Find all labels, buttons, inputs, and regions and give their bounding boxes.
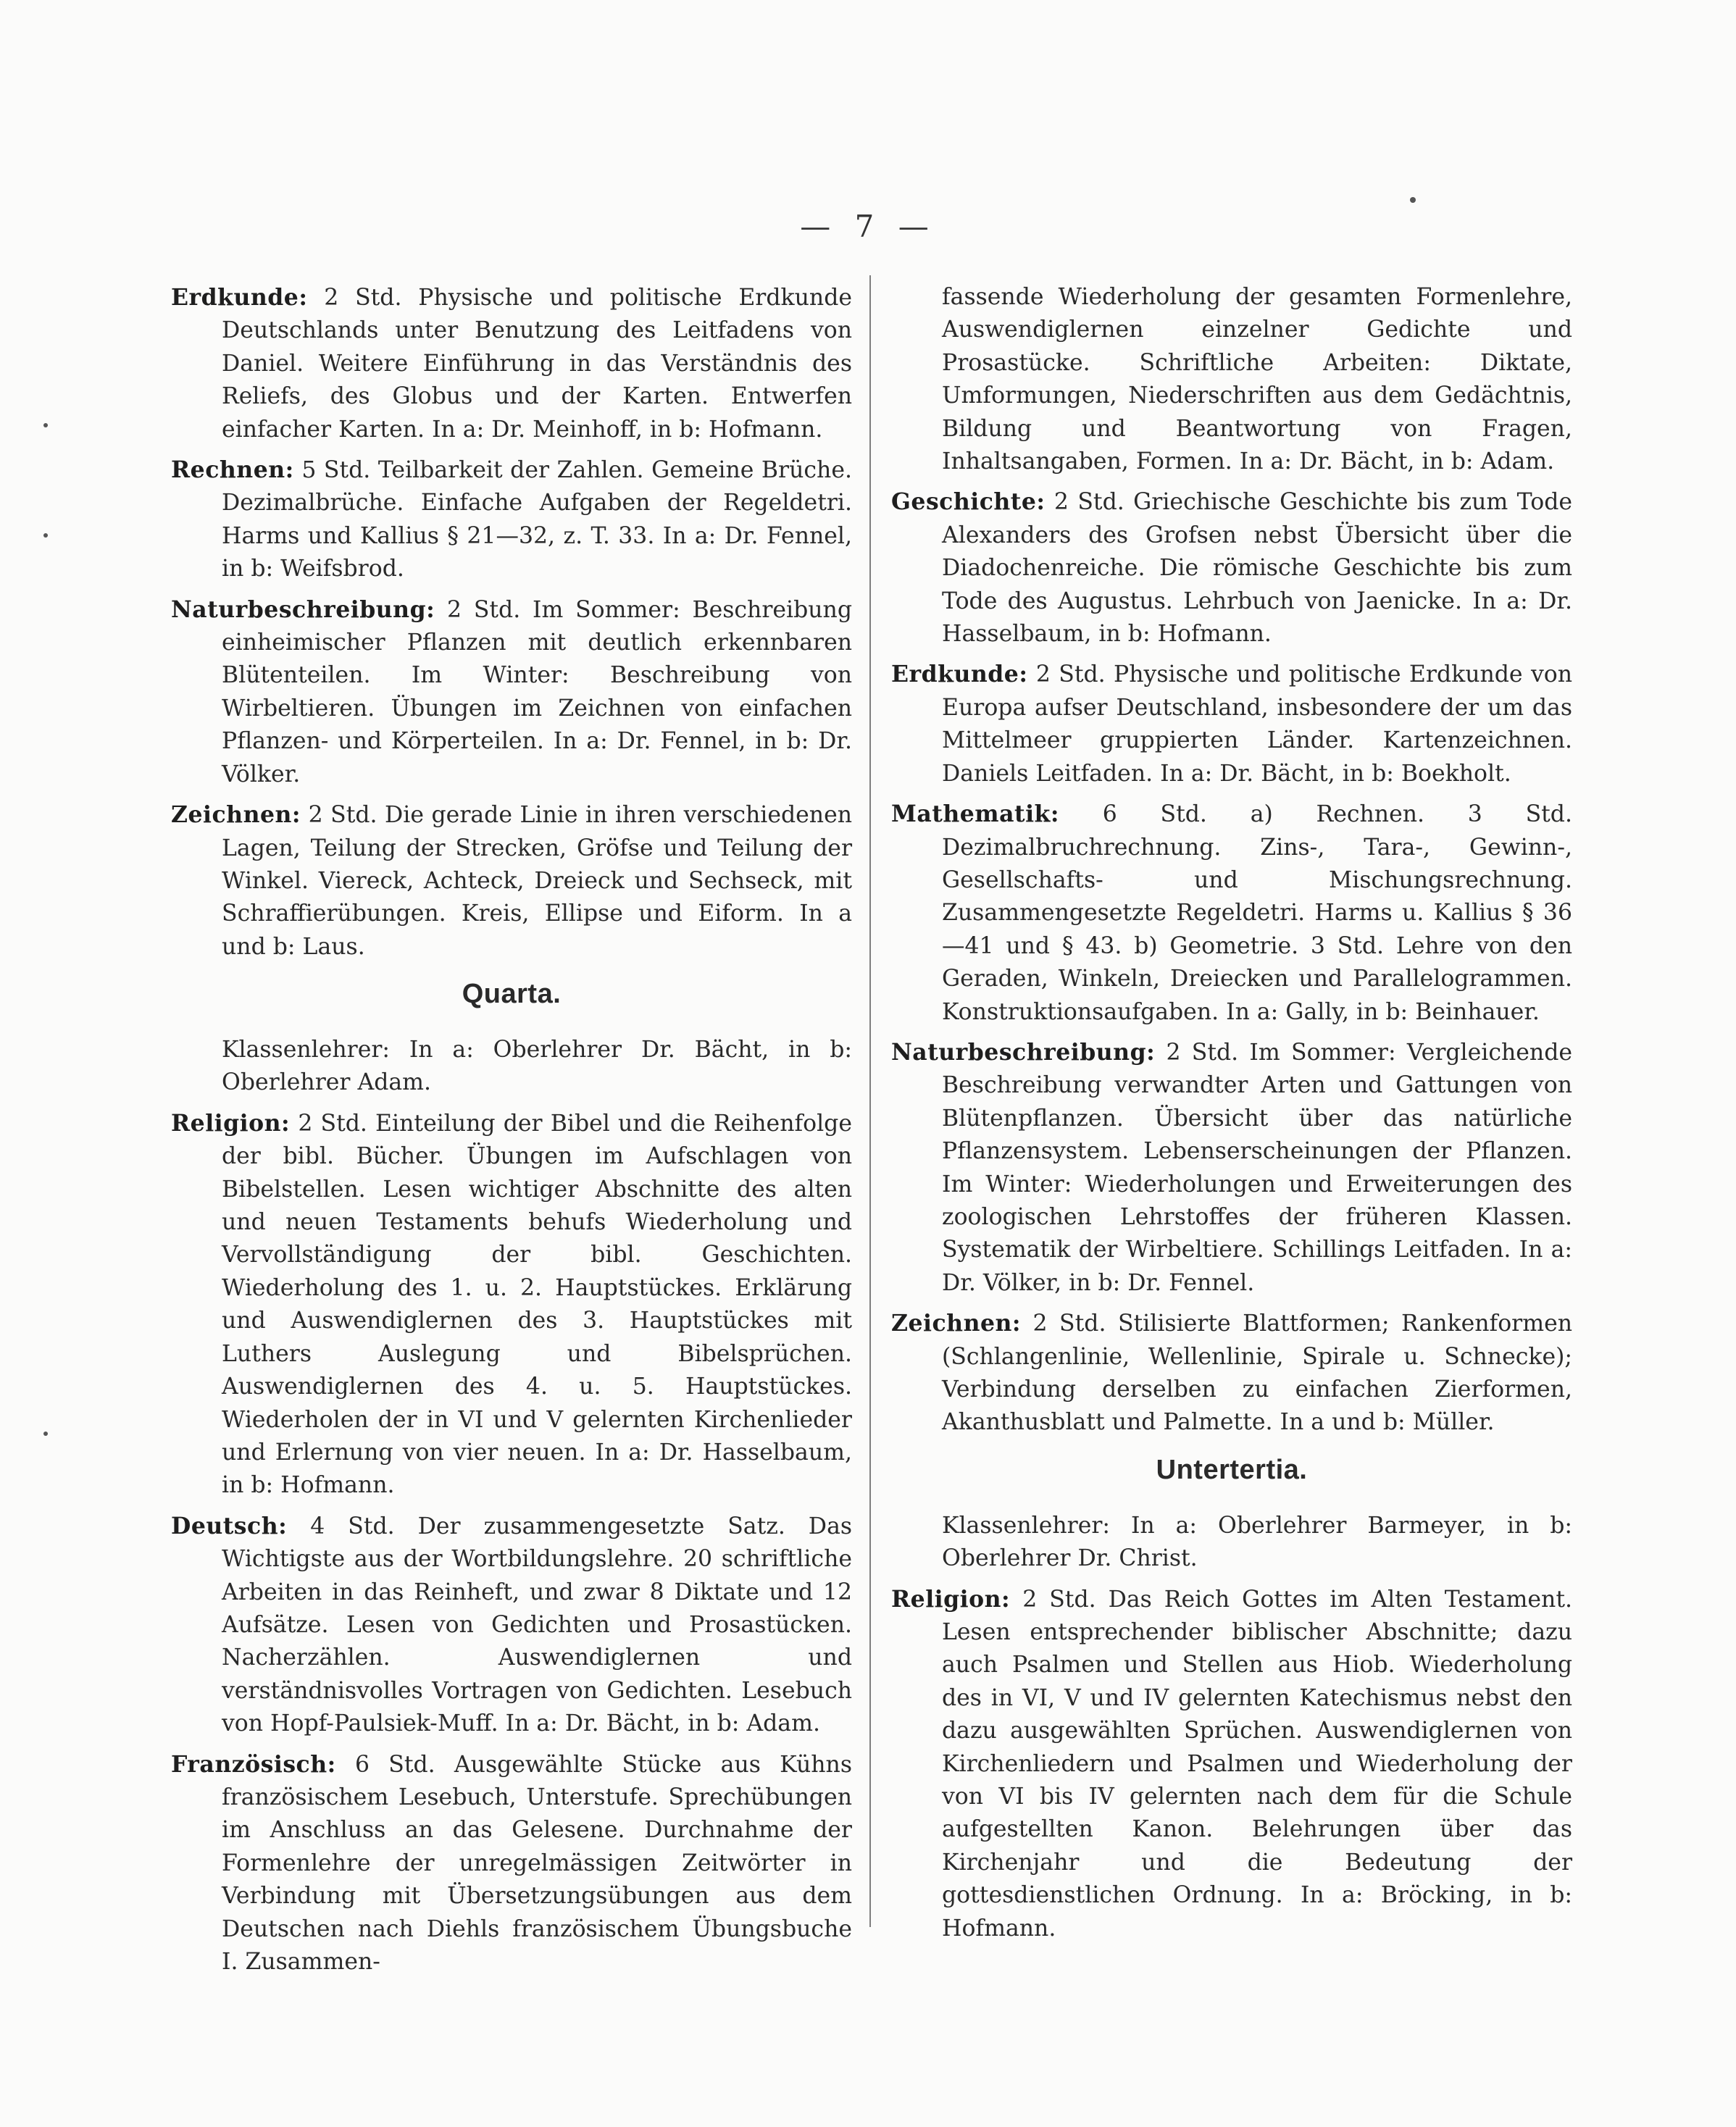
print-speck [43, 423, 48, 427]
entry-term: Zeichnen: [891, 1310, 1022, 1337]
entry-text: 2 Std. Das Reich Gottes im Alten Testament. Lesen entsprechender biblischer Abschnitte; dazu auch Psalmen und Stellen aus Hiob. Wiederholung des in VI, V und IV gelernten Katechismus nebst den dazu ausgewählten Sprüchen. Auswendiglernen von Kirchenliedern und Psalmen und Wiederholung der von VI bis IV gelernten nach dem für die Schule aufgestellten Kanon. Belehrungen über das Kirchenjahr und die Bedeutung der gottesdienstlichen Ordnung. In a: Bröcking, in b: Hofmann. [942, 1586, 1573, 1942]
entry-continuation: fassende Wiederholung der gesamten Formenlehre, Auswendiglernen einzelner Gedichte und Prosastücke. Schriftliche Arbeiten: Diktate, Umformungen, Niederschriften aus dem Gedächtnis, Bildung und Beantwortung von Fragen, Inhaltsangaben, Formen. In a: Dr. Bächt, in b: Adam. [942, 284, 1572, 475]
entry-naturbeschreibung-right [891, 1036, 1572, 1300]
entry-term: Religion: [171, 1109, 291, 1137]
entry-zeichnen [171, 798, 852, 964]
page-number: — 7 — [800, 209, 936, 244]
entry-term: Rechnen: [171, 456, 294, 484]
klassenlehrer-untertertia: Klassenlehrer: In a: Oberlehrer Barmeyer, in b: Oberlehrer Dr. Christ. [942, 1512, 1572, 1572]
entry-erdkunde-right [891, 658, 1572, 790]
entry-text: 2 Std. Die gerade Linie in ihren verschiedenen Lagen, Teilung der Strecken, Gröfse und Teilung der Winkel. Viereck, Achteck, Dreieck und Sechseck, mit Schraffierübungen. Kreis, Ellipse und Eiform. In a und b: Laus. [222, 802, 852, 960]
entry-text: 2 Std. Griechische Geschichte bis zum Tode Alexanders des Grofsen nebst Übersicht über die Diadochenreiche. Die römische Geschichte bis zum Tode des Augustus. Lehrbuch von Jaenicke. In a: Dr. Hasselbaum, in b: Hofmann. [942, 489, 1573, 648]
entry-text: 2 Std. Physische und politische Erdkunde von Europa aufser Deutschland, insbesondere der um das Mittelmeer gruppierten Länder. Kartenzeichnen. Daniels Leitfaden. In a: Dr. Bächt, in b: Boekholt. [942, 661, 1572, 787]
entry-zeichnen-right [891, 1307, 1572, 1439]
print-speck [43, 1432, 48, 1436]
entry-religion-right [891, 1583, 1572, 1945]
entry-term: Mathematik: [891, 801, 1059, 828]
entry-term: Naturbeschreibung: [171, 596, 435, 623]
klassenlehrer-quarta: Klassenlehrer: In a: Oberlehrer Dr. Bächt, in b: Oberlehrer Adam. [222, 1037, 852, 1096]
entry-text: 2 Std. Im Sommer: Vergleichende Beschreibung verwandter Arten und Gattungen von Blütenpflanzen. Übersicht über das natürliche Pflanzensystem. Lebenserscheinungen der Pflanzen. Im Winter: Wiederholungen und Erweiterungen des zoologischen Lehrstoffes der früheren Klassen. Systematik der Wirbeltiere. Schillings Leitfaden. In a: Dr. Völker, in b: Dr. Fennel. [942, 1039, 1573, 1296]
entry-term: Erdkunde: [171, 284, 308, 311]
entry-text: 2 Std. Stilisierte Blattformen; Rankenformen (Schlangenlinie, Wellenlinie, Spirale u. Schnecke); Verbindung derselben zu einfachen Zierformen, Akanthusblatt und Palmette. In a und b: Müller. [942, 1311, 1573, 1436]
section-heading-quarta: Quarta. [462, 979, 562, 1010]
print-speck [43, 533, 48, 538]
entry-text: 6 Std. Ausgewählte Stücke aus Kühns französischem Lesebuch, Unterstufe. Sprechübungen im Anschluss an das Gelesene. Durchnahme der Formenlehre der unregelmässigen Zeitwörter in Verbindung mit Übersetzungsübungen aus dem Deutschen nach Diehls französischem Übungsbuche I. Zusammen- [222, 1751, 852, 1975]
entry-text: 2 Std. Physische und politische Erdkunde Deutschlands unter Benutzung des Leitfadens von Daniel. Weitere Einführung in das Verständnis des Reliefs, des Globus und der Karten. Entwerfen einfacher Karten. In a: Dr. Meinhoff, in b: Hofmann. [222, 285, 852, 443]
entry-term: Erdkunde: [891, 661, 1028, 688]
right-column [891, 281, 1572, 1952]
entry-erdkunde [171, 281, 852, 446]
left-column [171, 281, 852, 1986]
entry-naturbeschreibung [171, 593, 852, 791]
entry-term: Religion: [891, 1585, 1011, 1613]
entry-term: Naturbeschreibung: [891, 1038, 1156, 1066]
entry-term: Geschichte: [891, 488, 1046, 516]
entry-text: 6 Std. a) Rechnen. 3 Std. Dezimalbruchrechnung. Zins-, Tara-, Gewinn-, Gesellschafts- und Mischungsrechnung. Zusammengesetzte Regeldetri. Harms u. Kallius § 36—41 und § 43. b) Geometrie. 3 Std. Lehre von den Geraden, Winkeln, Dreiecken und Parallelogrammen. Konstruktionsaufgaben. In a: Gally, in b: Beinhauer. [942, 801, 1572, 1025]
entry-text: 2 Std. Im Sommer: Beschreibung einheimischer Pflanzen mit deutlich erkennbaren Blütenteilen. Im Winter: Beschreibung von Wirbeltieren. Übungen im Zeichnen von einfachen Pflanzen- und Körperteilen. In a: Dr. Fennel, in b: Dr. Völker. [222, 596, 853, 787]
entry-deutsch [171, 1510, 852, 1741]
entry-term: Zeichnen: [171, 801, 301, 829]
entry-term: Französisch: [171, 1750, 336, 1778]
entry-text: 2 Std. Einteilung der Bibel und die Reihenfolge der bibl. Bücher. Übungen im Aufschlagen von Bibelstellen. Lesen wichtiger Abschnitte des alten und neuen Testaments behufs Wiederholung und Vervollständigung der bibl. Geschichten. Wiederholung des 1. u. 2. Hauptstückes. Erklärung und Auswendiglernen des 3. Hauptstückes mit Luthers Auslegung und Bibelsprüchen. Auswendiglernen des 4. u. 5. Hauptstückes. Wiederholen der in VI und V gelernten Kirchenlieder und Erlernung von vier neuen. In a: Dr. Hasselbaum, in b: Hofmann. [222, 1110, 852, 1499]
print-speck [1410, 197, 1416, 203]
entry-term: Deutsch: [171, 1512, 288, 1539]
entry-religion [171, 1107, 852, 1503]
entry-text: 4 Std. Der zusammengesetzte Satz. Das Wichtigste aus der Wortbildungslehre. 20 schriftliche Arbeiten in das Reinheft, und zwar 8 Diktate und 12 Aufsätze. Lesen von Gedichten und Prosastücken. Nacherzählen. Auswendiglernen und verständnisvolles Vortragen von Gedichten. Lesebuch von Hopf-Paulsiek-Muff. In a: Dr. Bächt, in b: Adam. [222, 1513, 853, 1737]
entry-rechnen [171, 454, 852, 586]
section-heading-untertertia: Untertertia. [1156, 1454, 1308, 1485]
entry-text: 5 Std. Teilbarkeit der Zahlen. Gemeine Brüche. Dezimalbrüche. Einfache Aufgaben der Regeldetri. Harms und Kallius § 21—32, z. T. 33. In a: Dr. Fennel, in b: Weifsbrod. [222, 457, 852, 582]
entry-geschichte [891, 485, 1572, 651]
entry-mathematik [891, 798, 1572, 1029]
column-divider [869, 275, 871, 1927]
entry-franzoesisch [171, 1748, 852, 1979]
